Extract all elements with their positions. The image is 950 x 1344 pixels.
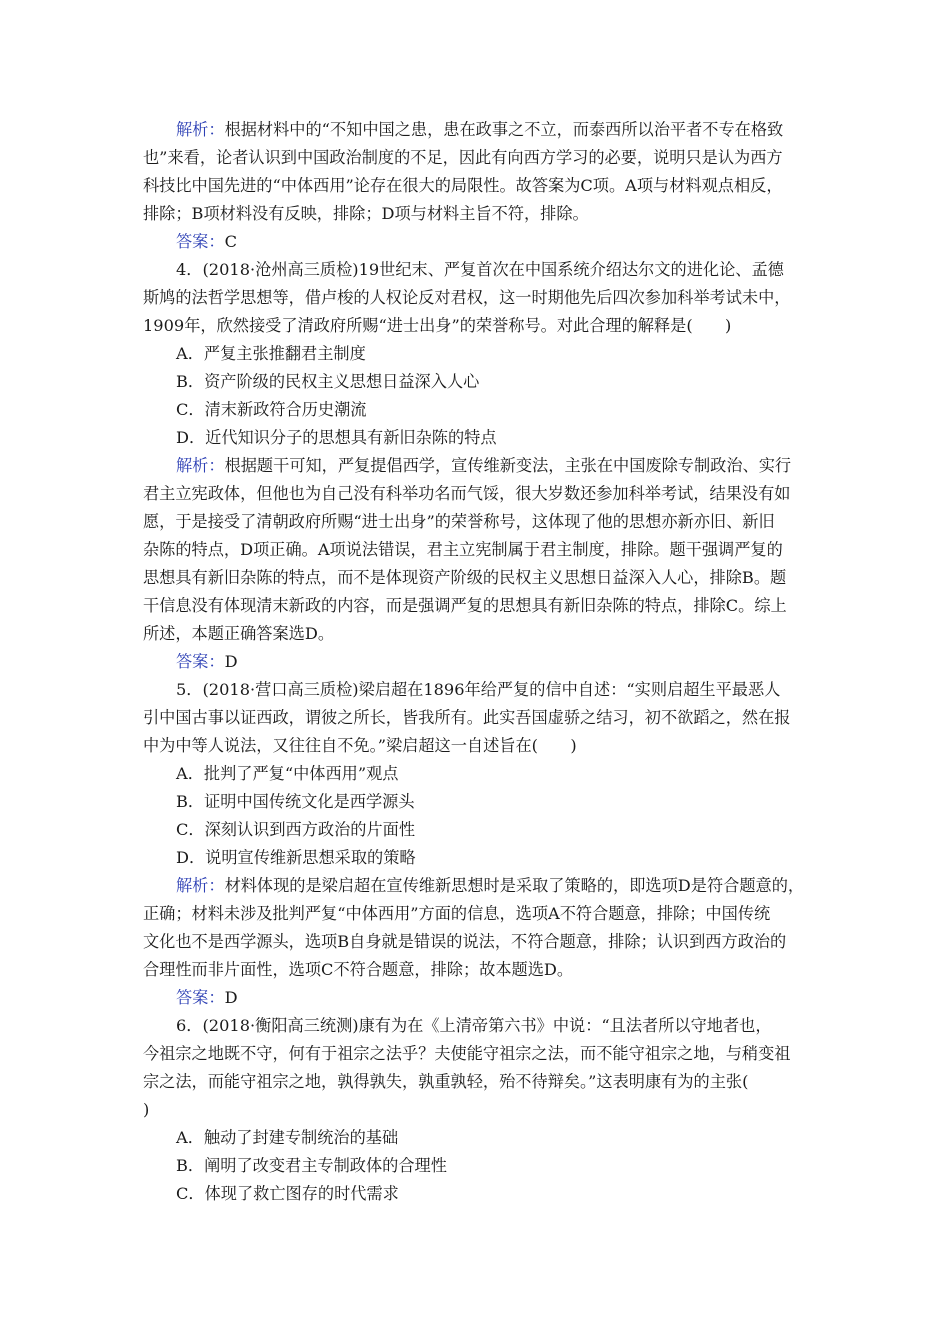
q4-stem-line: 1909年，欣然接受了清政府所赐“进士出身”的荣誉称号。对此合理的解释是( )	[143, 316, 732, 335]
q6-stem-line: 今祖宗之地既不守，何有于祖宗之法乎？夫使能守祖宗之法，而不能守祖宗之地，与稍变祖	[143, 1044, 791, 1063]
q4-analysis-line: 杂陈的特点，D项正确。A项说法错误，君主立宪制属于君主制度，排除。题干强调严复的	[143, 540, 783, 559]
q4-option-d: D．近代知识分子的思想具有新旧杂陈的特点	[176, 428, 497, 447]
answer-label: 答案：	[176, 652, 225, 671]
q4-analysis-line: 所述，本题正确答案选D。	[143, 624, 335, 643]
q5-stem-line: 5．(2018·营口高三质检)梁启超在1896年给严复的信中自述：“实则启超生平最恶人	[176, 680, 781, 699]
document-page	[143, 116, 810, 1208]
q4-analysis-line: 愿，于是接受了清朝政府所赐“进士出身”的荣誉称号，这体现了他的思想亦新亦旧、新旧	[143, 512, 775, 531]
q4-answer: 答案：D	[176, 652, 238, 671]
answer-label: 答案：	[176, 232, 225, 251]
q5-analysis-line: 正确；材料未涉及批判严复“中体西用”方面的信息，选项A不符合题意，排除；中国传统	[143, 904, 771, 923]
analysis-label: 解析：	[176, 120, 225, 139]
q5-analysis-line: 文化也不是西学源头，选项B自身就是错误的说法，不符合题意，排除；认识到西方政治的	[143, 932, 787, 951]
q5-answer: 答案：D	[176, 988, 238, 1007]
q5-analysis-line: 解析：材料体现的是梁启超在宣传维新思想时是采取了策略的，即选项D是符合题意的，	[176, 876, 805, 895]
q4-analysis-line: 君主立宪政体，但他也为自己没有科举功名而气馁，很大岁数还参加科举考试，结果没有如	[143, 484, 791, 503]
q4-stem-line: 斯鸠的法哲学思想等，借卢梭的人权论反对君权，这一时期他先后四次参加科举考试未中，	[143, 288, 791, 307]
q5-stem-line: 中为中等人说法，又往往自不免。”梁启超这一自述旨在( )	[143, 736, 577, 755]
q3-analysis-line: 科技比中国先进的“中体西用”论存在很大的局限性。故答案为C项。A项与材料观点相反，	[143, 176, 783, 195]
q6-option-c: C．体现了救亡图存的时代需求	[176, 1184, 399, 1203]
q4-stem-line: 4．(2018·沧州高三质检)19世纪末、严复首次在中国系统介绍达尔文的进化论、孟德	[176, 260, 784, 279]
q6-option-b: B．阐明了改变君主专制政体的合理性	[176, 1156, 447, 1175]
q3-analysis-line: 解析：根据材料中的“不知中国之患，患在政事之不立，而泰西所以治平者不专在格致	[176, 120, 784, 139]
q4-option-b: B．资产阶级的民权主义思想日益深入人心	[176, 372, 480, 391]
q6-option-a: A．触动了封建专制统治的基础	[176, 1128, 399, 1147]
analysis-label: 解析：	[176, 876, 225, 895]
q6-stem-line: )	[143, 1100, 150, 1119]
analysis-label: 解析：	[176, 456, 225, 475]
q3-analysis-line: 也”来看，论者认识到中国政治制度的不足，因此有向西方学习的必要，说明只是认为西方	[143, 148, 783, 167]
q5-option-b: B．证明中国传统文化是西学源头	[176, 792, 415, 811]
q6-stem-line: 宗之法，而能守祖宗之地，孰得孰失，孰重孰轻，殆不待辩矣。”这表明康有为的主张(	[143, 1072, 749, 1091]
q5-analysis-line: 合理性而非片面性，选项C不符合题意，排除；故本题选D。	[143, 960, 574, 979]
q4-analysis-line: 思想具有新旧杂陈的特点，而不是体现资产阶级的民权主义思想日益深入人心，排除B。题	[143, 568, 787, 587]
q5-stem-line: 引中国古事以证西政，谓彼之所长，皆我所有。此实吾国虚骄之结习，初不欲蹈之，然在报	[143, 708, 791, 727]
q5-option-d: D．说明宣传维新思想采取的策略	[176, 848, 416, 867]
q6-stem-line: 6．(2018·衡阳高三统测)康有为在《上清帝第六书》中说：“且法者所以守地者也，	[176, 1016, 772, 1035]
answer-label: 答案：	[176, 988, 225, 1007]
q4-analysis-line: 解析：根据题干可知，严复提倡西学，宣传维新变法，主张在中国废除专制政治、实行	[176, 456, 792, 475]
q3-answer: 答案：C	[176, 232, 237, 251]
q3-analysis-line: 排除；B项材料没有反映，排除；D项与材料主旨不符，排除。	[143, 204, 589, 223]
q4-option-a: A．严复主张推翻君主制度	[176, 344, 366, 363]
q5-option-c: C．深刻认识到西方政治的片面性	[176, 820, 416, 839]
q4-option-c: C．清末新政符合历史潮流	[176, 400, 367, 419]
q4-analysis-line: 干信息没有体现清末新政的内容，而是强调严复的思想具有新旧杂陈的特点，排除C。综上	[143, 596, 787, 615]
q5-option-a: A．批判了严复“中体西用”观点	[176, 764, 399, 783]
